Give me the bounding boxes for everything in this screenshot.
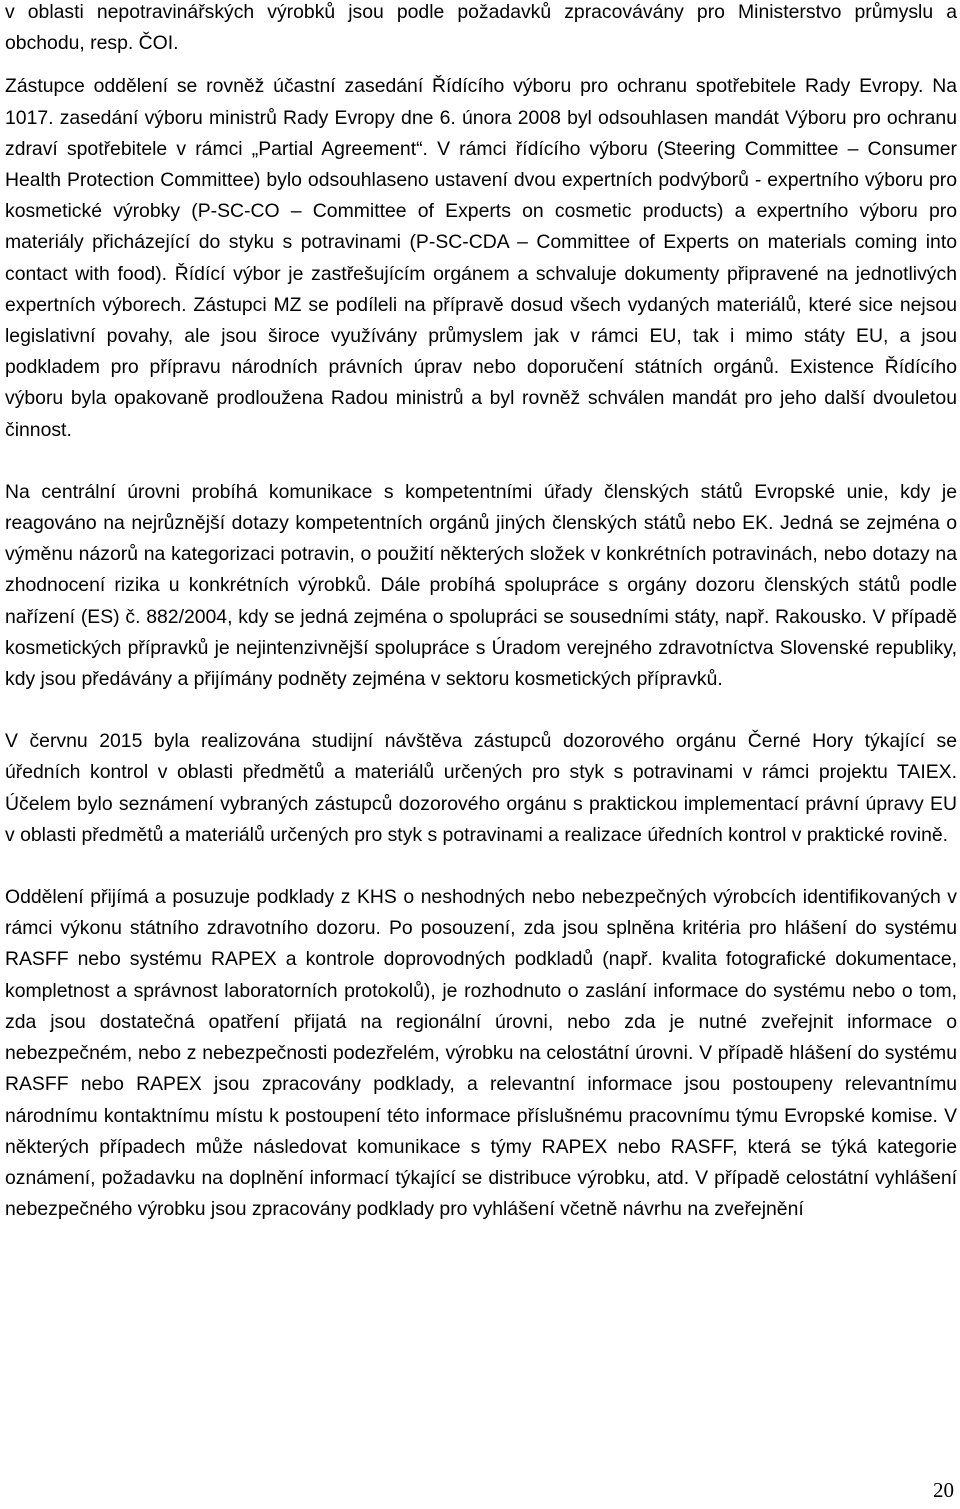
paragraph-taiex-visit: V červnu 2015 byla realizována studijní návštěva zástupců dozorového orgánu Černé Hory týkající se úředních kontrol v oblasti předmětů a materiálů určených pro styk s potravinami v rámci projektu TAIEX. Účelem bylo seznámení vybraných zástupců dozorového orgánu s praktickou implementací právní úpravy EU v oblasti předmětů a materiálů určených pro styk s potravinami a realizace úředních kontrol v praktické rovině. [5, 730, 957, 846]
page-number: 20 [933, 1478, 954, 1502]
paragraph-council-of-europe: Zástupce oddělení se rovněž účastní zasedání Řídícího výboru pro ochranu spotřebitele Rady Evropy. Na 1017. zasedání výboru ministrů Rady Evropy dne 6. února 2008 byl odsouhlasen mandát Výboru pro ochranu zdraví spotřebitele v rámci „Partial Agreement“. V rámci řídícího výboru (Steering Committee – Consumer Health Protection Committee) bylo odsouhlaseno ustavení dvou expertních podvýborů - expertního výboru pro kosmetické výrobky (P-SC-CO – Committee of Experts on cosmetic products) a expertního výboru pro materiály přicházející do styku s potravinami (P-SC-CDA – Committee of Experts on materials coming into contact with food). Řídící výbor je zastřešujícím orgánem a schvaluje dokumenty připravené na jednotlivých expertních výborech. Zástupci MZ se podíleli na přípravě dosud všech vydaných materiálů, které sice nejsou legislativní povahy, ale jsou široce využívány průmyslem jak v rámci EU, tak i mimo státy EU, a jsou podkladem pro přípravu národních právních úprav nebo doporučení státních orgánů. Existence Řídícího výboru byla opakovaně prodloužena Radou ministrů a byl rovněž schválen mandát pro jeho další dvouletou činnost. [5, 75, 957, 441]
paragraph-rasff-rapex: Oddělení přijímá a posuzuje podklady z KHS o neshodných nebo nebezpečných výrobcích identifikovaných v rámci výkonu státního zdravotního dozoru. Po posouzení, zda jsou splněna kritéria pro hlášení do systému RASFF nebo systému RAPEX a kontrole doprovodných podkladů (např. kvalita fotografické dokumentace, kompletnost a správnost laboratorních protokolů), je rozhodnuto o zaslání informace do systému nebo o tom, zda jsou dostatečná opatření přijatá na regionální úrovni, nebo zda je nutné zveřejnit informace o nebezpečném, nebo z nebezpečnosti podezřelém, výrobku na celostátní úrovni. V případě hlášení do systému RASFF nebo RAPEX jsou zpracovány podklady, a relevantní informace jsou postoupeny relevantnímu národnímu kontaktnímu místu k postoupení této informace příslušnému pracovnímu týmu Evropské komise. V některých případech může následovat komunikace s týmy RAPEX nebo RASFF, která se týká kategorie oznámení, požadavku na doplnění informací týkající se distribuce výrobku, atd. V případě celostátní vyhlášení nebezpečného výrobku jsou zpracovány podklady pro vyhlášení včetně návrhu na zveřejnění [5, 886, 957, 1221]
paragraph-gap [5, 851, 957, 882]
paragraph-gap [5, 695, 957, 726]
document-page [5, 0, 957, 1225]
paragraph-central-communication: Na centrální úrovni probíhá komunikace s kompetentními úřady členských států Evropské unie, kdy je reagováno na nejrůznější dotazy kompetentních orgánů jiných členských států nebo EK. Jedná se zejména o výměnu názorů na kategorizaci potravin, o použití některých složek v konkrétních potravinách, nebo dotazy na zhodnocení rizika u konkrétních výrobků. Dále probíhá spolupráce s orgány dozoru členských států podle nařízení (ES) č. 882/2004, kdy se jedná zejména o spolupráci se sousedními státy, např. Rakousko. V případě kosmetických přípravků je nejintenzivnější spolupráce s Úradom verejného zdravotníctva Slovenské republiky, kdy jsou předávány a přijímány podněty zejména v sektoru kosmetických přípravků. [5, 480, 957, 691]
paragraph-ministry-intro: v oblasti nepotravinářských výrobků jsou podle požadavků zpracovávány pro Ministerstvo průmyslu a obchodu, resp. ČOI. [5, 1, 957, 55]
paragraph-gap [5, 446, 957, 477]
